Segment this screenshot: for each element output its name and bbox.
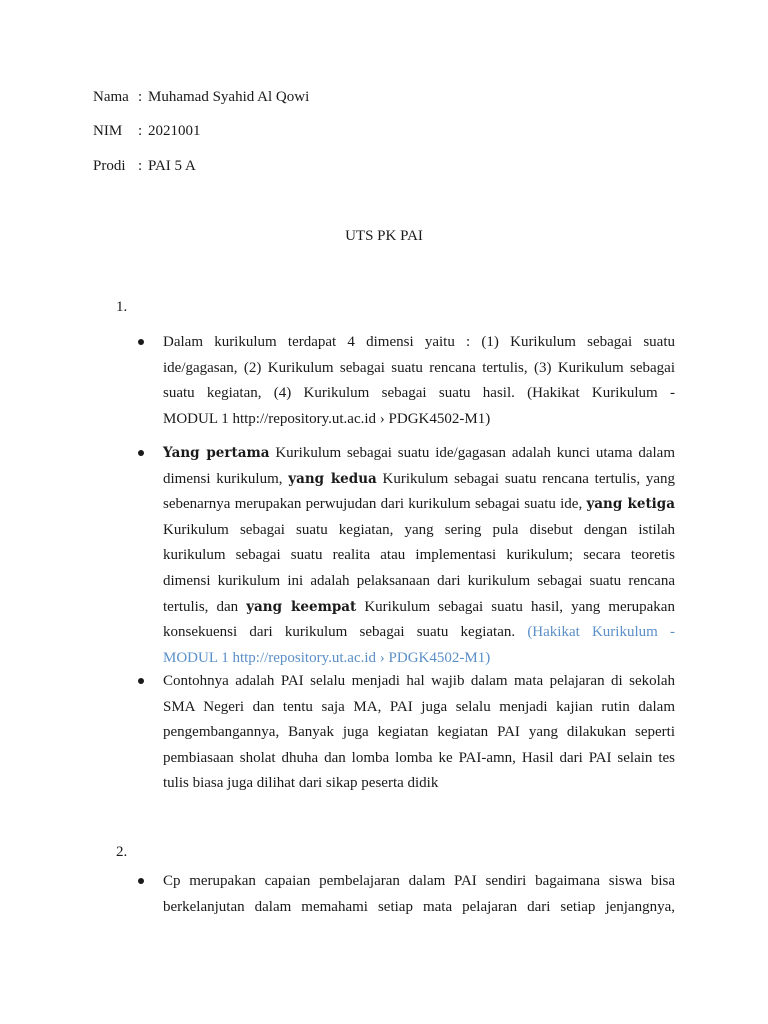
text-run: Kurikulum sebagai suatu hasil, yang merupakan: [356, 598, 675, 615]
reference-link[interactable]: (Hakikat Kurikulum -: [527, 624, 675, 641]
text-line: [163, 467, 675, 493]
list-item: [163, 330, 675, 432]
list-item: [163, 869, 675, 920]
text-line: dimensi kurikulum ini adalah pelaksanaan dari kurikulum sebagai suatu rencana: [163, 572, 675, 589]
text-line: tulis biasa juga dilihat dari sikap peserta didik: [163, 775, 439, 792]
name-label: Nama: [93, 89, 129, 105]
bullet-icon: [138, 878, 144, 884]
reference-link[interactable]: MODUL 1 http://repository.ut.ac.id › PDGK4502-M1): [163, 649, 491, 666]
nim-value: 2021001: [148, 123, 201, 139]
list-item: [163, 441, 675, 671]
text-run: sebenarnya merupakan perwujudan dari kurikulum sebagai suatu ide,: [163, 496, 587, 513]
name-row: [93, 87, 309, 107]
name-value: Muhamad Syahid Al Qowi: [148, 89, 310, 105]
emphasis-text: yang kedua: [288, 470, 377, 487]
prodi-label: Prodi: [93, 158, 126, 174]
text-run: konsekuensi dari kurikulum sebagai suatu kegiatan.: [163, 624, 528, 641]
bullet-icon: [138, 678, 144, 684]
section-number-1: 1.: [116, 299, 128, 315]
text-run: Kurikulum sebagai suatu rencana tertulis, yang: [376, 470, 675, 487]
bullet-icon: [138, 339, 144, 345]
text-line: pembiasaan sholat dhuha dan lomba lomba ke PAI-amn, Hasil dari PAI selain tes: [163, 749, 675, 766]
text-line: [163, 595, 675, 621]
text-line: Contohnya adalah PAI selalu menjadi hal wajib dalam mata pelajaran di sekolah: [163, 673, 675, 689]
text-run: Kurikulum sebagai suatu ide/gagasan adalah kunci utama dalam: [269, 445, 676, 461]
nim-label: NIM: [93, 123, 123, 139]
text-line: Cp merupakan capaian pembelajaran dalam PAI sendiri bagaimana siswa bisa: [163, 873, 675, 889]
text-line: [163, 492, 675, 518]
nim-separator: :: [138, 123, 143, 139]
section-number-2: 2.: [116, 844, 128, 860]
emphasis-text: yang keempat: [246, 598, 357, 615]
text-line: suatu kegiatan, (4) Kurikulum sebagai suatu hasil. (Hakikat Kurikulum -: [163, 385, 675, 402]
prodi-separator: :: [138, 158, 143, 174]
document-title: UTS PK PAI: [345, 228, 423, 244]
text-line: kurikulum sebagai suatu realita atau implementasi kurikulum; secara teoretis: [163, 547, 675, 564]
prodi-row: [93, 156, 196, 176]
bullet-icon: [138, 450, 144, 456]
text-line: pengembangannya, Banyak juga kegiatan kegiatan PAI yang dilakukan seperti: [163, 724, 675, 741]
text-line: Dalam kurikulum terdapat 4 dimensi yaitu : (1) Kurikulum sebagai suatu: [163, 334, 675, 350]
prodi-value: PAI 5 A: [148, 158, 196, 174]
text-run: dimensi kurikulum,: [163, 470, 289, 487]
text-run: tertulis, dan: [163, 598, 247, 615]
text-line: Kurikulum sebagai suatu kegiatan, yang sering pula disebut dengan istilah: [163, 521, 675, 538]
name-separator: :: [138, 89, 143, 105]
text-line: berkelanjutan dalam memahami setiap mata pelajaran dari setiap jenjangnya,: [163, 898, 675, 915]
list-item: [163, 669, 675, 797]
text-line: [163, 441, 675, 467]
text-line: [163, 620, 675, 646]
text-line: SMA Negeri dan tentu saja MA, PAI juga selalu menjadi kajian rutin dalam: [163, 698, 675, 715]
nim-row: [93, 121, 201, 141]
emphasis-text: Yang pertama: [163, 445, 270, 461]
text-line: MODUL 1 http://repository.ut.ac.id › PDGK4502-M1): [163, 410, 491, 427]
text-line: ide/gagasan, (2) Kurikulum sebagai suatu rencana tertulis, (3) Kurikulum sebagai: [163, 359, 675, 376]
text-line: [163, 646, 675, 672]
emphasis-text: yang ketiga: [586, 496, 675, 513]
